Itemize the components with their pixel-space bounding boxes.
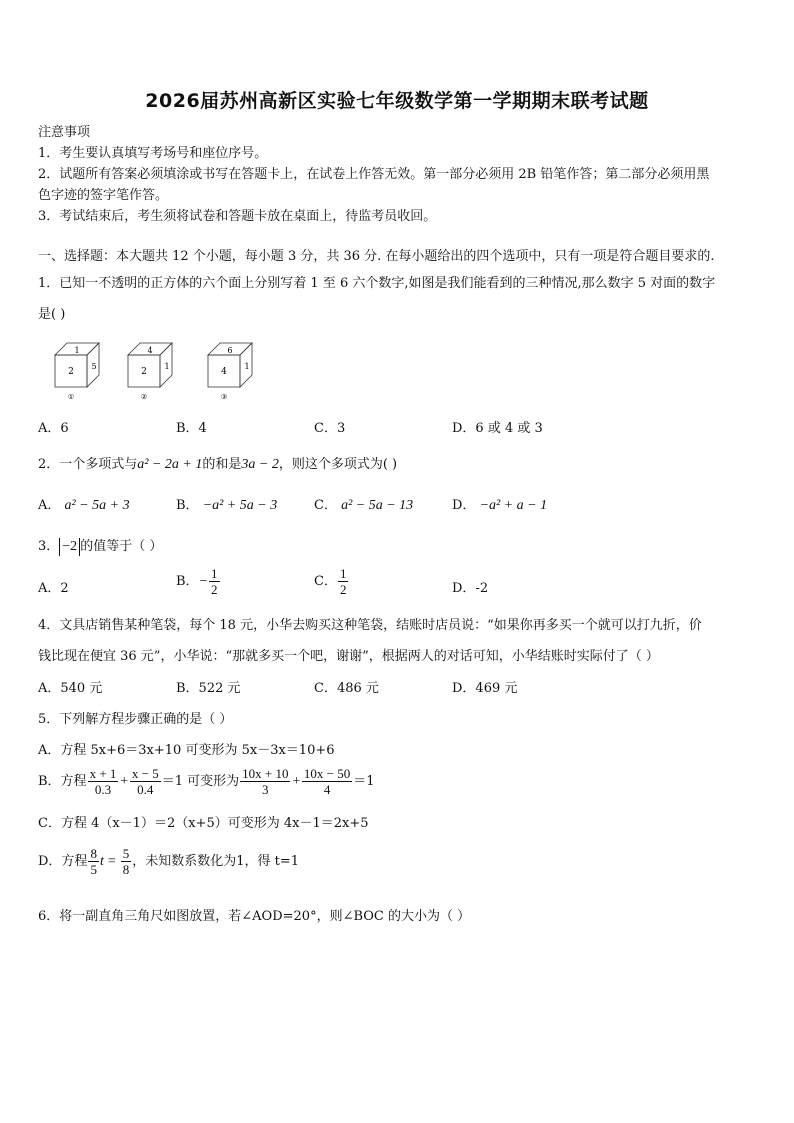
q5-option-d-frac2-num: 5 [122, 846, 130, 861]
q5-option-b-mid: ＝1 可变形为 [161, 774, 240, 789]
cube-1-label: ① [67, 393, 75, 400]
q3-option-a [38, 577, 69, 596]
q3-option-a-value: 2 [60, 581, 69, 596]
notice-item-1: 1．考生要认真填写考场号和座位序号。 [38, 146, 268, 161]
q3-option-b-num: 1 [211, 566, 218, 581]
q2-option-a-expr: a² − 5a + 3 [64, 498, 130, 513]
cube-3-side: 1 [244, 362, 250, 371]
q5-option-d-frac2 [121, 846, 132, 877]
q5-option-b-frac1-den: 0.3 [94, 782, 112, 797]
q2-option-c-label: C． [314, 498, 337, 513]
q5-option-d-pre: D．方程 [38, 854, 88, 869]
q5-option-b-frac3 [240, 766, 290, 797]
q3-stem-post: 的值等于（ ） [80, 539, 163, 554]
q5-option-b-post: ＝1 [353, 774, 375, 789]
notice-heading: 注意事项 [38, 125, 91, 140]
q4-option-a: A．540 元 [38, 681, 103, 696]
q5-option-b-frac3-den: 3 [262, 782, 269, 797]
cube-1-top: 1 [74, 346, 80, 355]
q4-stem-line2: 钱比现在便宜 36 元”，小华说：“那就多买一个吧，谢谢”，根据两人的对话可知，小华结账时实际付了（ ） [38, 649, 659, 664]
q3-option-d-label: D． [452, 581, 476, 596]
cube-2 [128, 343, 172, 400]
notice-item-2: 2．试题所有答案必须填涂或书写在答题卡上，在试卷上作答无效。第一部分必须用 2B 铅笔作答；第二部分必须用黑 [38, 167, 710, 182]
q5-option-b-frac2-num: x − 5 [131, 766, 159, 781]
q2-option-d [452, 494, 547, 514]
q5-option-b: B．方程 $\frac{x + 1}{0.3}$ + $\frac{x - 5}{0.4}$ ＝1 可变形为 $\frac{10x + 10}{3}$ + $\frac{10x - 50}{4}$ ＝1 [38, 766, 375, 797]
q1-cube-figure [50, 338, 270, 400]
cube-2-label: ② [140, 393, 148, 400]
cube-2-side: 1 [164, 362, 170, 371]
cube-3-label: ③ [220, 393, 228, 400]
q2-option-b [176, 494, 277, 514]
q3-option-a-label: A． [38, 581, 61, 596]
q5-option-c: C．方程 4（x－1）＝2（x+5）可变形为 4x－1＝2x+5 [38, 816, 369, 831]
q5-option-b-frac2 [130, 766, 161, 797]
cube-3 [208, 343, 252, 400]
q3-stem-pre: 3． [38, 539, 60, 554]
q5-option-a: A．方程 5x+6＝3x+10 可变形为 5x－3x＝10+6 [38, 743, 335, 758]
cube-3-top: 6 [227, 346, 233, 355]
q3-option-c-label: C． [314, 574, 337, 589]
q1-option-a: A．6 [38, 421, 69, 436]
cube-1-front: 2 [68, 367, 74, 377]
q3-option-b-den: 2 [211, 582, 218, 597]
q5-option-b-frac2-den: 0.4 [137, 782, 154, 797]
q2-option-d-expr: −a² + a − 1 [479, 498, 548, 513]
q3-option-d [452, 577, 488, 596]
q3-option-b [176, 566, 221, 597]
cube-3-front: 4 [221, 367, 227, 377]
q1-stem-line1: 1．已知一不透明的正方体的六个面上分别写着 1 至 6 六个数字,如图是我们能看到的三种情况,那么数字 5 对面的数字 [38, 276, 716, 291]
notice-item-2-cont: 色字迹的签字笔作答。 [38, 188, 169, 203]
q2-option-c [314, 494, 413, 514]
section-header: 一、选择题：本大题共 12 个小题，每小题 3 分，共 36 分. 在每小题给出的四个选项中，只有一项是符合题目要求的. [38, 249, 715, 264]
q5-option-d-frac1 [88, 846, 99, 877]
q3-absolute-value: −2 [59, 538, 80, 556]
q5-option-b-frac1-num: x + 1 [89, 766, 117, 781]
q3-stem [38, 535, 162, 556]
q5-option-b-frac4-num: 10x − 50 [303, 766, 351, 781]
q3-option-d-value: -2 [475, 581, 489, 596]
q5-option-d-var: t [99, 854, 104, 869]
q2-option-a [38, 494, 130, 514]
q3-option-b-label: B． [176, 574, 199, 589]
q5-option-b-pre: B．方程 [38, 774, 87, 789]
cube-2-front: 2 [141, 367, 147, 377]
q3-option-c-den: 2 [339, 582, 347, 597]
q5-stem: 5．下列解方程步骤正确的是（ ） [38, 712, 233, 727]
q5-option-b-frac4 [302, 766, 352, 797]
page-title: 2026届苏州高新区实验七年级数学第一学期期末联考试题 [145, 90, 649, 112]
q2-stem-pre: 2．一个多项式与 [38, 457, 138, 472]
cube-1-side: 5 [91, 362, 97, 371]
q1-option-c: C．3 [314, 421, 346, 436]
q3-option-b-sign: − [198, 574, 209, 589]
q2-option-d-label: D． [452, 498, 476, 513]
q2-expr2: 3a − 2 [241, 457, 279, 472]
q3-option-c [314, 566, 349, 597]
q3-option-c-fraction [338, 566, 349, 597]
q1-option-d: D．6 或 4 或 3 [452, 421, 543, 436]
q5-option-d-frac1-den: 5 [90, 862, 97, 877]
q1-option-b: B．4 [176, 421, 207, 436]
cube-1 [55, 343, 99, 400]
q1-stem-line2: 是( ) [38, 307, 66, 322]
notice-item-3: 3．考试结束后，考生须将试卷和答题卡放在桌面上，待监考员收回。 [38, 209, 437, 224]
q2-option-c-expr: a² − 5a − 13 [341, 498, 414, 513]
q4-option-d: D．469 元 [452, 681, 518, 696]
cube-2-top: 4 [147, 346, 153, 355]
q5-option-d-eq: = [107, 854, 116, 869]
q3-option-b-fraction [209, 566, 220, 597]
q5-option-b-frac4-den: 4 [323, 782, 331, 797]
q2-stem-mid: 的和是 [202, 457, 242, 472]
q2-stem [38, 453, 397, 473]
q5-option-b-frac1 [88, 766, 119, 797]
q4-option-c: C．486 元 [314, 681, 379, 696]
q5-option-d-frac1-num: 8 [90, 846, 97, 861]
q5-option-b-frac3-num: 10x + 10 [242, 766, 289, 781]
q2-option-b-label: B． [176, 498, 199, 513]
q4-stem-line1: 4．文具店销售某种笔袋，每个 18 元，小华去购买这种笔袋，结账时店员说：“如果你再多买一个就可以打九折，价 [38, 618, 702, 633]
q2-stem-post: ，则这个多项式为( ) [278, 457, 398, 472]
q3-option-c-num: 1 [339, 566, 347, 581]
q5-option-d-frac2-den: 8 [122, 862, 130, 877]
q2-expr1: a² − 2a + 1 [137, 457, 203, 472]
q2-option-a-label: A． [38, 498, 61, 513]
q2-option-b-expr: −a² + 5a − 3 [202, 498, 278, 513]
q5-option-d-post: ，未知数系数化为1，得 t=1 [132, 854, 300, 869]
q4-option-b: B．522 元 [176, 681, 241, 696]
q5-option-d [38, 846, 299, 877]
q6-stem: 6．将一副直角三角尺如图放置，若∠AOD=20°，则∠BOC 的大小为（ ） [38, 909, 471, 924]
